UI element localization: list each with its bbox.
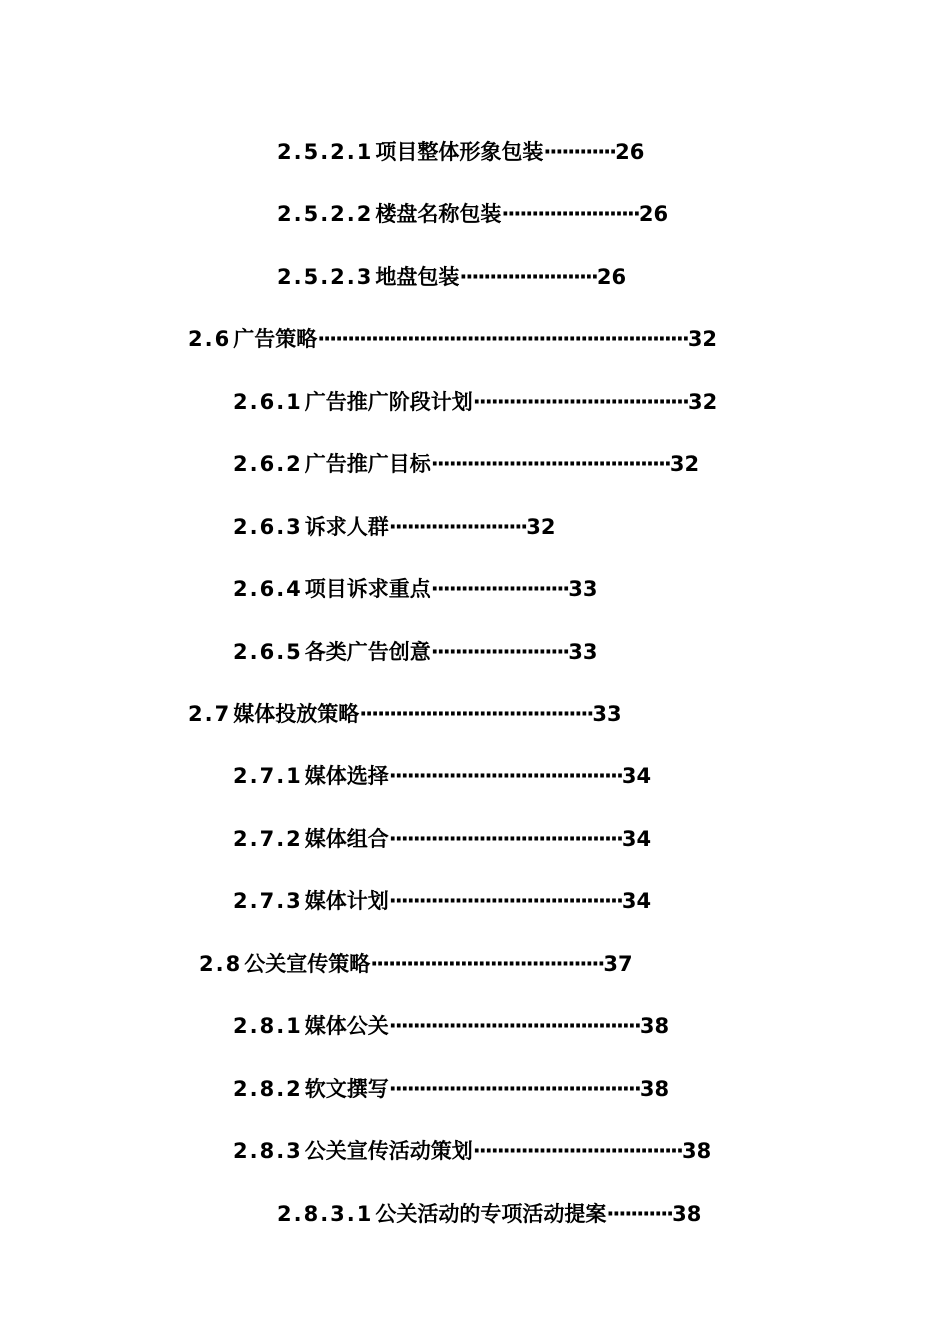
toc-leader-dots: ······················· — [388, 515, 527, 539]
toc-entry[interactable] — [277, 138, 644, 166]
toc-page-number: 32 — [526, 515, 556, 539]
toc-entry[interactable] — [233, 1012, 669, 1040]
toc-entry-title: 公关宣传策略 — [244, 952, 371, 976]
toc-entry[interactable] — [233, 1075, 669, 1103]
toc-leader-dots: ······································· — [388, 889, 622, 913]
toc-entry[interactable] — [199, 950, 633, 978]
toc-entry-number: 2.8.3 — [233, 1139, 303, 1163]
toc-entry-number: 2.5.2.1 — [277, 140, 374, 164]
toc-entry-title: 媒体组合 — [304, 827, 389, 851]
toc-leader-dots: ······················· — [459, 265, 597, 289]
toc-entry-number: 2.7.3 — [233, 889, 303, 913]
toc-entry-number: 2.8 — [199, 952, 243, 976]
toc-leader-dots: ··································· — [472, 1139, 683, 1163]
toc-entry[interactable] — [233, 1137, 711, 1165]
toc-entry[interactable] — [233, 513, 556, 541]
toc-leader-dots: ·········································· — [388, 1077, 640, 1101]
toc-entry[interactable] — [233, 388, 717, 416]
toc-entry-number: 2.5.2.3 — [277, 265, 374, 289]
toc-page-number: 26 — [596, 265, 627, 289]
toc-entry-number: 2.8.3.1 — [277, 1202, 374, 1226]
toc-entry-number: 2.6.3 — [233, 515, 303, 539]
toc-page-number: 34 — [621, 764, 652, 788]
toc-page-number: 37 — [603, 952, 633, 976]
toc-entry-title: 公关活动的专项活动提案 — [375, 1202, 607, 1226]
toc-entry-number: 2.8.2 — [233, 1077, 303, 1101]
toc-entry-title: 媒体公关 — [304, 1014, 389, 1038]
toc-entry[interactable] — [233, 887, 651, 915]
toc-entry[interactable] — [233, 762, 651, 790]
toc-entry-number: 2.5.2.2 — [277, 202, 374, 226]
toc-entry[interactable] — [233, 638, 598, 666]
toc-entry-number: 2.6.2 — [233, 452, 303, 476]
toc-entry-title: 广告推广阶段计划 — [304, 390, 473, 414]
toc-page-number: 33 — [592, 702, 622, 726]
toc-entry[interactable] — [277, 200, 668, 228]
toc-entry-title: 地盘包装 — [375, 265, 460, 289]
toc-entry[interactable] — [233, 450, 699, 478]
toc-leader-dots: ··········· — [606, 1202, 673, 1226]
toc-entry[interactable] — [233, 575, 598, 603]
toc-entry-title: 公关宣传活动策划 — [304, 1139, 473, 1163]
toc-entry-title: 项目整体形象包装 — [375, 140, 544, 164]
toc-leader-dots: ············ — [543, 140, 616, 164]
toc-page-number: 32 — [688, 390, 718, 414]
toc-page-number: 33 — [568, 577, 598, 601]
toc-entry-title: 软文撰写 — [304, 1077, 389, 1101]
toc-page-number: 38 — [639, 1077, 670, 1101]
toc-page-number: 38 — [639, 1014, 670, 1038]
toc-entry-title: 广告策略 — [233, 327, 318, 351]
toc-leader-dots: ···································· — [472, 390, 688, 414]
toc-leader-dots: ······································· — [370, 952, 604, 976]
toc-page-number: 33 — [568, 640, 598, 664]
toc-entry-number: 2.8.1 — [233, 1014, 303, 1038]
toc-page-number: 26 — [615, 140, 645, 164]
toc-entry-number: 2.6 — [188, 327, 232, 351]
toc-entry-title: 广告推广目标 — [304, 452, 431, 476]
toc-entry-number: 2.6.5 — [233, 640, 303, 664]
toc-entry-number: 2.6.1 — [233, 390, 303, 414]
toc-leader-dots: ·········································· — [388, 1014, 640, 1038]
toc-page-number: 34 — [621, 889, 652, 913]
toc-entry-title: 媒体投放策略 — [233, 702, 360, 726]
toc-leader-dots: ······························································ — [317, 327, 688, 351]
toc-entry-title: 楼盘名称包装 — [375, 202, 502, 226]
toc-entry-number: 2.7 — [188, 702, 232, 726]
toc-entry-number: 2.7.2 — [233, 827, 303, 851]
toc-page-number: 32 — [687, 327, 718, 351]
toc-entry[interactable] — [277, 1200, 701, 1228]
toc-entry[interactable] — [188, 700, 622, 728]
toc-page-number: 38 — [672, 1202, 702, 1226]
toc-leader-dots: ······································· — [388, 764, 622, 788]
toc-entry-number: 2.6.4 — [233, 577, 303, 601]
toc-page-number: 38 — [682, 1139, 712, 1163]
toc-leader-dots: ········································ — [430, 452, 670, 476]
toc-leader-dots: ······································· — [359, 702, 593, 726]
toc-entry-number: 2.7.1 — [233, 764, 303, 788]
toc-entry-title: 诉求人群 — [304, 515, 389, 539]
toc-entry-title: 项目诉求重点 — [304, 577, 431, 601]
toc-entry-title: 媒体选择 — [304, 764, 389, 788]
toc-page-number: 26 — [638, 202, 669, 226]
toc-entry[interactable] — [188, 325, 717, 353]
toc-leader-dots: ······················· — [430, 577, 569, 601]
toc-page-number: 34 — [621, 827, 652, 851]
toc-leader-dots: ······················· — [501, 202, 639, 226]
toc-entry[interactable] — [233, 825, 651, 853]
toc-leader-dots: ······················· — [430, 640, 569, 664]
toc-page-number: 32 — [669, 452, 700, 476]
toc-entry-title: 各类广告创意 — [304, 640, 431, 664]
toc-leader-dots: ······································· — [388, 827, 622, 851]
toc-entry[interactable] — [277, 263, 626, 291]
toc-entry-title: 媒体计划 — [304, 889, 389, 913]
